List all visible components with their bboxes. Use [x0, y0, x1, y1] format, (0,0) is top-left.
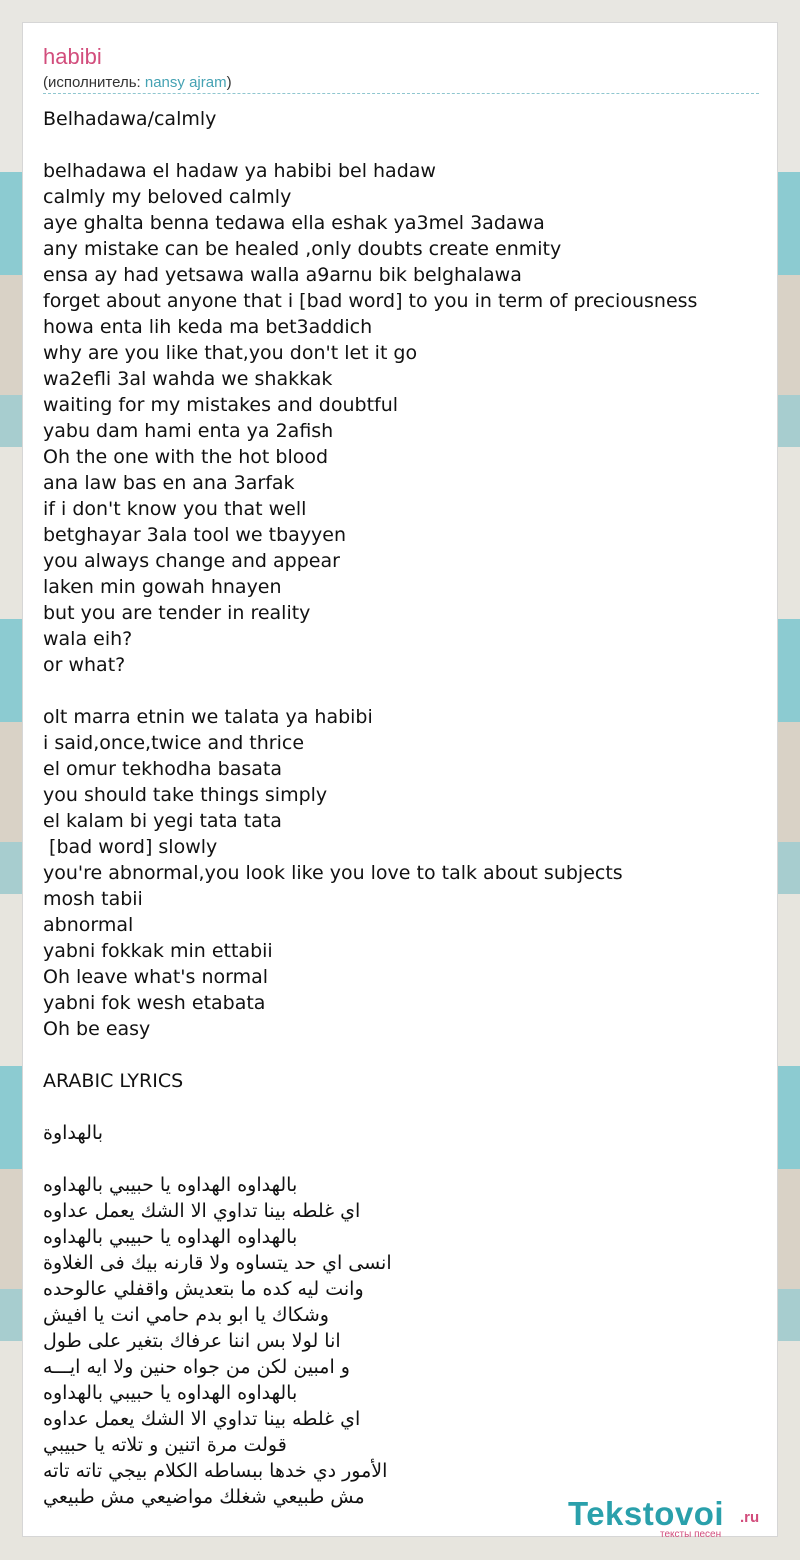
lyric-line: any mistake can be healed ,only doubts create enmity	[43, 238, 562, 260]
lyric-line: yabni fokkak min ettabii	[43, 940, 273, 962]
lyric-line: انا لولا بس اننا عرفاك بتغير على طول	[43, 1330, 341, 1352]
lyric-line: wa2efli 3al wahda we shakkak	[43, 368, 333, 390]
lyric-line: calmly my beloved calmly	[43, 186, 292, 208]
site-logo[interactable]	[568, 1495, 778, 1540]
dashed-divider	[43, 93, 759, 94]
lyric-line: ARABIC LYRICS	[43, 1070, 184, 1092]
lyric-line	[43, 1094, 759, 1120]
lyric-line: i said,once,twice and thrice	[43, 732, 305, 754]
lyric-line	[43, 678, 759, 704]
lyric-line: انسى اي حد يتساوه ولا قارنه بيك فى الغلاوة	[43, 1252, 392, 1274]
lyric-line	[43, 1146, 759, 1172]
lyric-line: you should take things simply	[43, 784, 328, 806]
lyric-line: el kalam bi yegi tata tata	[43, 810, 282, 832]
lyric-line: or what?	[43, 654, 126, 676]
lyric-line: olt marra etnin we talata ya habibi	[43, 706, 373, 728]
lyric-line: وانت ليه كده ما بتعديش واقفلي عالوحده	[43, 1278, 364, 1300]
logo-tagline: тексты песен	[660, 1529, 722, 1540]
lyric-line: الأمور دي خدها ببساطه الكلام بيجي تاته تاته	[43, 1460, 388, 1482]
lyric-line: you always change and appear	[43, 550, 340, 572]
lyric-line: و امبين لكن من جواه حنين ولا ايه ايـــه	[43, 1356, 350, 1378]
lyric-line: yabu dam hami enta ya 2afish	[43, 420, 334, 442]
lyric-line: اي غلطه بينا تداوي الا الشك يعمل عداوه	[43, 1408, 361, 1430]
lyrics-text	[43, 106, 759, 1510]
lyric-line	[43, 1042, 759, 1068]
lyric-line: aye ghalta benna tedawa ella eshak ya3mel 3adawa	[43, 212, 545, 234]
lyrics-card	[22, 22, 778, 1537]
logo-name: Tekstovoi	[568, 1495, 725, 1532]
lyric-line: forget about anyone that i [bad word] to you in term of preciousness	[43, 290, 698, 312]
lyric-line: Oh leave what's normal	[43, 966, 269, 988]
lyric-line: وشكاك يا ابو بدم حامي انت يا افيش	[43, 1304, 329, 1326]
lyric-line: بالهداوه الهداوه يا حبيبي بالهداوه	[43, 1226, 298, 1248]
lyric-line: بالهداوه الهداوه يا حبيبي بالهداوه	[43, 1382, 298, 1404]
lyric-line: اي غلطه بينا تداوي الا الشك يعمل عداوه	[43, 1200, 361, 1222]
lyric-line: قولت مرة اتنين و تلاته يا حبيبي	[43, 1434, 287, 1456]
artist-line	[43, 74, 232, 92]
lyric-line: howa enta lih keda ma bet3addich	[43, 316, 373, 338]
artist-link[interactable]: nansy ajram	[144, 74, 227, 91]
lyric-line: ensa ay had yetsawa walla a9arnu bik belghalawa	[43, 264, 522, 286]
lyric-line: wala eih?	[43, 628, 133, 650]
artist-prefix: (исполнитель:	[43, 74, 145, 91]
lyric-line: Belhadawa/calmly	[43, 108, 217, 130]
lyric-line: you're abnormal,you look like you love to talk about subjects	[43, 862, 623, 884]
lyric-line: abnormal	[43, 914, 134, 936]
lyric-line: laken min gowah hnayen	[43, 576, 282, 598]
lyric-line: [bad word] slowly	[43, 836, 218, 858]
lyric-line: belhadawa el hadaw ya habibi bel hadaw	[43, 160, 436, 182]
artist-suffix: )	[226, 74, 232, 91]
lyric-line: el omur tekhodha basata	[43, 758, 282, 780]
song-title: habibi	[43, 44, 102, 69]
lyric-line: but you are tender in reality	[43, 602, 311, 624]
lyric-line	[43, 132, 759, 158]
lyric-line: betghayar 3ala tool we tbayyen	[43, 524, 347, 546]
lyric-line: بالهداوه الهداوه يا حبيبي بالهداوه	[43, 1174, 298, 1196]
lyric-line: ana law bas en ana 3arfak	[43, 472, 295, 494]
lyric-line: why are you like that,you don't let it go	[43, 342, 418, 364]
lyric-line: waiting for my mistakes and doubtful	[43, 394, 399, 416]
lyric-line: if i don't know you that well	[43, 498, 307, 520]
lyric-line: بالهداوة	[43, 1122, 104, 1144]
logo-tld: .ru	[740, 1509, 760, 1526]
lyric-line: yabni fok wesh etabata	[43, 992, 266, 1014]
lyric-line: mosh tabii	[43, 888, 143, 910]
lyric-line: Oh the one with the hot blood	[43, 446, 329, 468]
lyric-line: Oh be easy	[43, 1018, 151, 1040]
lyric-line: مش طبيعي شغلك مواضيعي مش طبيعي	[43, 1486, 365, 1508]
